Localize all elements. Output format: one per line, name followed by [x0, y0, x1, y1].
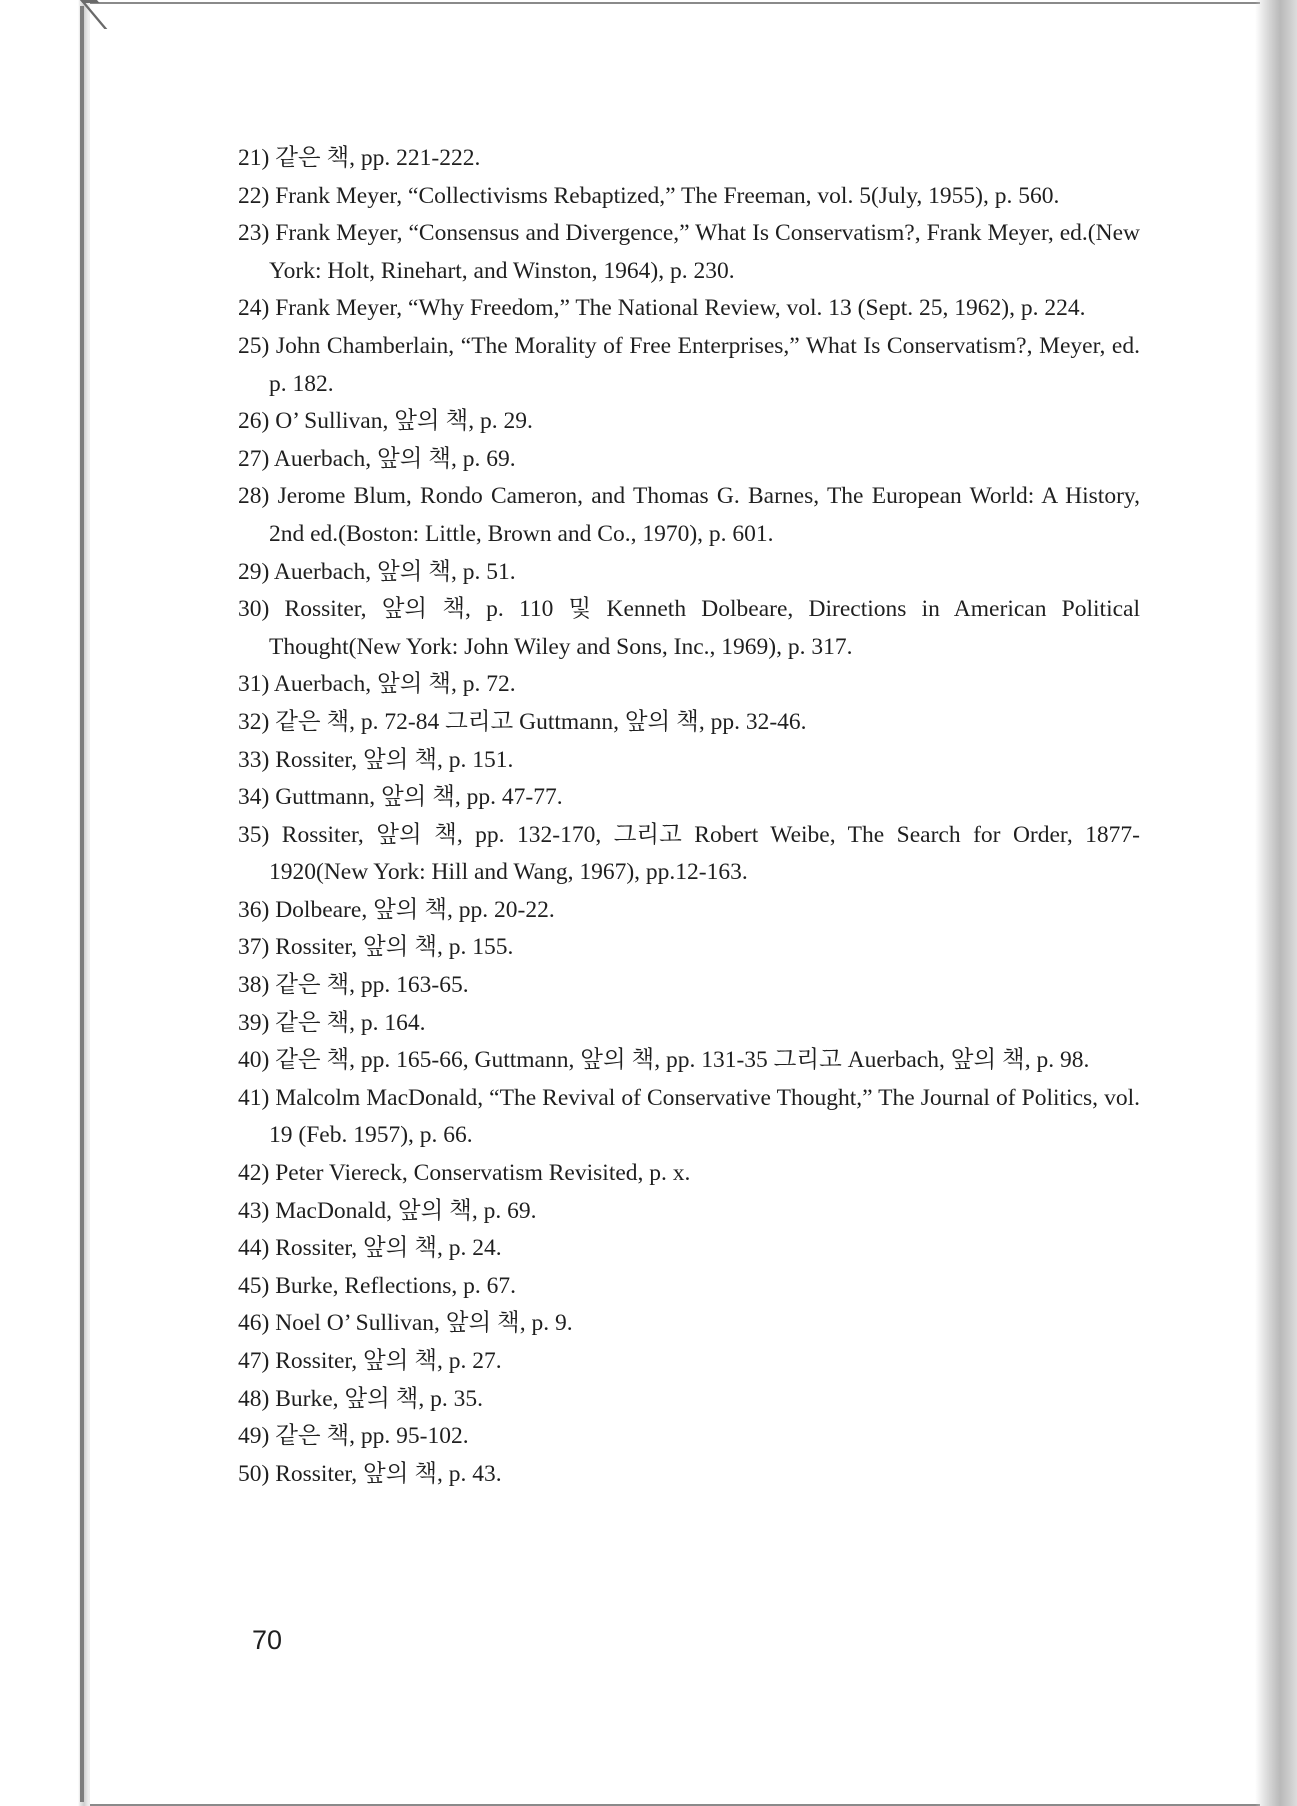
footnote-32: 32) 같은 책, p. 72-84 그리고 Guttmann, 앞의 책, pp. 32-46.: [238, 708, 807, 735]
footnote-25: 25) John Chamberlain, “The Morality of Free Enterprises,” What Is Conservatism?, Meyer, ed. p. 182.: [238, 332, 1140, 397]
footnote-35: 35) Rossiter, 앞의 책, pp. 132-170, 그리고 Robert Weibe, The Search for Order, 1877-1920(New York: Hill and Wang, 1967), pp.12-163.: [238, 821, 1140, 886]
page-number: 70: [252, 1625, 283, 1655]
footnote-41: 41) Malcolm MacDonald, “The Revival of Conservative Thought,” The Journal of Politics, vol. 19 (Feb. 1957), p. 66.: [238, 1084, 1140, 1149]
footnote-33: 33) Rossiter, 앞의 책, p. 151.: [238, 746, 514, 773]
footnote-38: 38) 같은 책, pp. 163-65.: [238, 972, 469, 999]
footnote-22: 22) Frank Meyer, “Collectivisms Rebaptized,” The Freeman, vol. 5(July, 1955), p. 560.: [238, 182, 1060, 209]
footnote-23: 23) Frank Meyer, “Consensus and Divergence,” What Is Conservatism?, Frank Meyer, ed.(New York: Holt, Rinehart, and Winston, 1964), p. 230.: [238, 220, 1140, 284]
footnote-30: 30) Rossiter, 앞의 책, p. 110 및 Kenneth Dolbeare, Directions in American Political Thought(New York: John Wiley and Sons, Inc., 1969), p. 317.: [238, 596, 1140, 660]
footnote-50: 50) Rossiter, 앞의 책, p. 43.: [238, 1460, 502, 1487]
footnote-46: 46) Noel O’ Sullivan, 앞의 책, p. 9.: [238, 1310, 573, 1337]
footnote-31: 31) Auerbach, 앞의 책, p. 72.: [238, 671, 516, 698]
footnote-27: 27) Auerbach, 앞의 책, p. 69.: [238, 445, 516, 472]
footnote-21: 21) 같은 책, pp. 221-222.: [238, 145, 481, 171]
footnote-48: 48) Burke, 앞의 책, p. 35.: [238, 1385, 483, 1412]
footnote-37: 37) Rossiter, 앞의 책, p. 155.: [238, 934, 514, 961]
footnote-43: 43) MacDonald, 앞의 책, p. 69.: [238, 1197, 537, 1224]
book-spine: [0, 0, 100, 1806]
footnote-39: 39) 같은 책, p. 164.: [238, 1009, 426, 1036]
footnote-36: 36) Dolbeare, 앞의 책, pp. 20-22.: [238, 896, 555, 923]
footnote-24: 24) Frank Meyer, “Why Freedom,” The National Review, vol. 13 (Sept. 25, 1962), p. 224.: [238, 295, 1086, 322]
footnote-45: 45) Burke, Reflections, p. 67.: [238, 1272, 517, 1299]
footnote-40: 40) 같은 책, pp. 165-66, Guttmann, 앞의 책, pp. 131-35 그리고 Auerbach, 앞의 책, p. 98.: [238, 1047, 1090, 1074]
footnote-44: 44) Rossiter, 앞의 책, p. 24.: [238, 1235, 502, 1262]
spine-edge-line: [80, 6, 84, 1802]
footnote-26: 26) O’ Sullivan, 앞의 책, p. 29.: [238, 408, 533, 435]
footnote-49: 49) 같은 책, pp. 95-102.: [238, 1423, 469, 1450]
footnote-list: [238, 140, 1140, 1493]
footnote-42: 42) Peter Viereck, Conservatism Revisited, p. x.: [238, 1160, 691, 1187]
footnote-47: 47) Rossiter, 앞의 책, p. 27.: [238, 1348, 502, 1374]
footnote-28: 28) Jerome Blum, Rondo Cameron, and Thomas G. Barnes, The European World: A History, 2nd ed.(Boston: Little, Brown and Co., 1970), p. 601.: [238, 483, 1140, 547]
footnote-34: 34) Guttmann, 앞의 책, pp. 47-77.: [238, 784, 563, 811]
page-edge-shadow: [1255, 0, 1297, 1806]
footnote-29: 29) Auerbach, 앞의 책, p. 51.: [238, 558, 516, 585]
